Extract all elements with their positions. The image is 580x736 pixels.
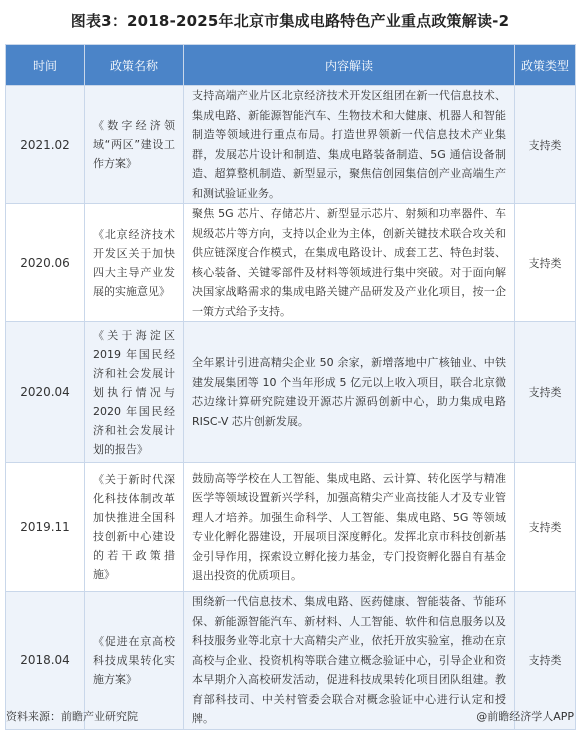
- cell-time: 2021.02: [6, 86, 85, 204]
- cell-policy-name: 《数字经济领域“两区”建设工作方案》: [85, 86, 184, 204]
- cell-content: 全年累计引进高精尖企业 50 余家，新增落地中广核铀业、中铁建发展集团等 10 个当年形成 5 亿元以上收入项目，联合北京微芯边缘计算研究院建设开源芯片源码创新中心，助力集成电路 RISC-V 芯片创新发展。: [184, 322, 515, 463]
- table-header-row: [6, 45, 576, 86]
- column-header-policy-type: 政策类型: [515, 45, 576, 86]
- policy-table: [5, 44, 576, 730]
- cell-content: 鼓励高等学校在人工智能、集成电路、云计算、转化医学与精准医学等领域设置新兴学科，加强高精尖产业高技能人才及专业管理人才培养。加强生命科学、人工智能、集成电路、5G 等领域专业化孵化器建设，开展项目深度孵化。发挥北京市科技创新基金引导作用，探索设立孵化接力基金，专门投资孵化器自有基金退出投资的优质项目。: [184, 463, 515, 592]
- footer: [6, 708, 574, 726]
- cell-content: 聚焦 5G 芯片、存储芯片、新型显示芯片、射频和功率器件、车规级芯片等方向，支持以企业为主体，创新关键技术联合攻关和供应链深度合作模式，在集成电路设计、成套工艺、特色封装、核心装备、关键零部件及材料等领域进行集中突破。对于面向解决国家战略需求的集成电路关键产品研发及产业化项目，按一企一策方式给予支持。: [184, 204, 515, 322]
- table-row: [6, 86, 576, 204]
- column-header-content: 内容解读: [184, 45, 515, 86]
- cell-policy-name: 《促进在京高校科技成果转化实施方案》: [85, 592, 184, 730]
- page-title: 图表3：2018-2025年北京市集成电路特色产业重点政策解读-2: [70, 12, 510, 30]
- cell-policy-name: 《关于海淀区 2019 年国民经济和社会发展计划执行情况与 2020 年国民经济和社会发展计划的报告》: [85, 322, 184, 463]
- cell-time: 2020.06: [6, 204, 85, 322]
- cell-policy-type: 支持类: [515, 86, 576, 204]
- cell-time: 2020.04: [6, 322, 85, 463]
- cell-content: 支持高端产业片区北京经济技术开发区组团在新一代信息技术、集成电路、新能源智能汽车、生物技术和大健康、机器人和智能制造等领域进行重点布局。打造世界领新一代信息技术产业集群，发展芯片设计和制造、集成电路装备制造、5G 通信设备制造、超算整机制造、新型显示，聚焦信创园集信创产业高端生产和测试验证业务。: [184, 86, 515, 204]
- brand-credit: @前瞻经济学人APP: [476, 710, 574, 723]
- column-header-policy-name: 政策名称: [85, 45, 184, 86]
- table-row: [6, 322, 576, 463]
- source-note: 资料来源：前瞻产业研究院: [6, 710, 138, 723]
- cell-policy-type: 支持类: [515, 322, 576, 463]
- cell-time: 2019.11: [6, 463, 85, 592]
- cell-policy-type: 支持类: [515, 204, 576, 322]
- cell-policy-name: 《北京经济技术开发区关于加快四大主导产业发展的实施意见》: [85, 204, 184, 322]
- cell-policy-name: 《关于新时代深化科技体制改革加快推进全国科技创新中心建设的若干政策措施》: [85, 463, 184, 592]
- cell-policy-type: 支持类: [515, 463, 576, 592]
- cell-policy-type: 支持类: [515, 592, 576, 730]
- column-header-time: 时间: [6, 45, 85, 86]
- table-row: [6, 463, 576, 592]
- cell-time: 2018.04: [6, 592, 85, 730]
- table-row: [6, 204, 576, 322]
- cell-content: 围绕新一代信息技术、集成电路、医药健康、智能装备、节能环保、新能源智能汽车、新材料、人工智能、软件和信息服务以及科技服务业等北京十大高精尖产业，依托开放实验室，推动在京高校与企业、投资机构等联合建立概念验证中心，引导企业和资本早期介入高校研发活动，促进科技成果转化项目团队组建。教育部科技司、中关村管委会联合对概念验证中心进行认定和授牌。: [184, 592, 515, 730]
